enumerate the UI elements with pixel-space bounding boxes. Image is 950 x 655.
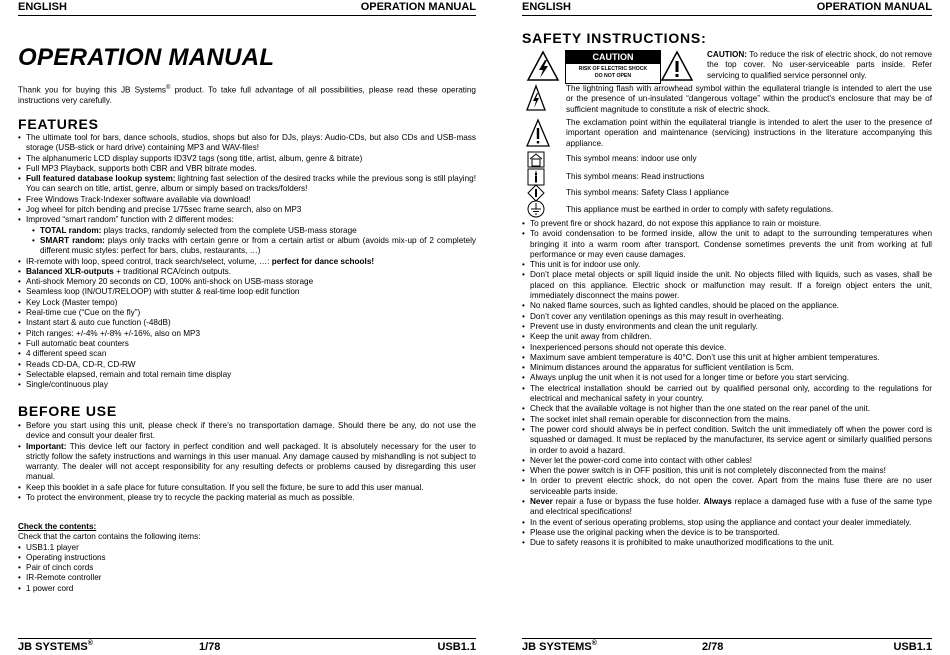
- earth-ground-icon: [526, 200, 546, 218]
- page-footer: [18, 638, 476, 655]
- exclamation-triangle-icon: [526, 118, 550, 148]
- feature-item: • The ultimate tool for bars, dance schools, studios, shops but also for DJs, plays: Audio-CDs, but also CDs and USB-mass storage (USB-stick or hard drive) containing MP3 and WAV-files!: [18, 133, 476, 154]
- safety-rule-item: • The power cord should always be in perfect condition. Switch the unit immediately off when the power cord is squashed or damaged. It must be replaced by the manufacturer, its service agent or similarly qualified persons in order to avoid a hazard.: [522, 425, 932, 456]
- safety-rules-section: [522, 219, 932, 549]
- feature-item: • Instant start & auto cue function (-48dB): [18, 318, 476, 328]
- safety-rule-item: • Prevent use in dusty environments and clean the unit regularly.: [522, 322, 932, 332]
- safety-rule-item: • Never repair a fuse or bypass the fuse holder. Always replace a damaged fuse with a fuse of the same type and electrical specifications!: [522, 497, 932, 518]
- feature-item: • Improved “smart random” function with 2 different modes:: [18, 215, 476, 225]
- before-use-item: • Before you start using this unit, please check if there’s no transportation damage. Should there be any, do not use the device and consult your dealer first.: [18, 421, 476, 442]
- contents-heading: Check the contents:: [18, 522, 97, 531]
- footer-brand: JB SYSTEMS®: [522, 640, 597, 653]
- safety-rule-item: • Please use the original packing when the device is to be transported.: [522, 528, 932, 538]
- safety-rule-item: • Maximum save ambient temperature is 40°C. Don’t use this unit at higher ambient temperatures.: [522, 353, 932, 363]
- page-footer: [522, 638, 932, 655]
- contents-item: • USB1.1 player: [18, 543, 476, 553]
- features-heading: FEATURES: [18, 116, 99, 132]
- feature-item: • Full automatic beat counters: [18, 339, 476, 349]
- exclamation-triangle-icon: [660, 50, 694, 82]
- feature-item: • 4 different speed scan: [18, 349, 476, 359]
- safety-rule-item: • This unit is for indoor use only.: [522, 260, 932, 270]
- safety-rule-item: • In order to prevent electric shock, do not open the cover. Apart from the mains fuse there are no user serviceable parts inside.: [522, 476, 932, 497]
- footer-page-number: 2/78: [702, 641, 724, 653]
- safety-rule-item: • Check that the available voltage is not higher than the one stated on the rear panel of the unit.: [522, 404, 932, 414]
- features-list-continued: [18, 257, 476, 391]
- feature-item: • Reads CD-DA, CD-R, CD-RW: [18, 360, 476, 370]
- header-language: ENGLISH: [522, 1, 571, 13]
- caution-label: [565, 50, 661, 84]
- safety-rule-item: • The socket inlet shall remain operable for disconnection from the mains.: [522, 415, 932, 425]
- caution-text: CAUTION: To reduce the risk of electric shock, do not remove the top cover. No user-serviceable parts inside. Refer servicing to qualified service personnel only.: [707, 50, 932, 80]
- feature-item: • IR-remote with loop, speed control, track search/select, volume, …: perfect for dance schools!: [18, 257, 476, 267]
- safety-rule-item: • Never let the power-cord come into contact with other cables!: [522, 456, 932, 466]
- contents-item: • IR-Remote controller: [18, 573, 476, 583]
- contents-item: • Operating instructions: [18, 553, 476, 563]
- safety-rule-item: • When the power switch is in OFF position, this unit is not completely disconnected from the mains!: [522, 466, 932, 476]
- feature-item: • Full MP3 Playback, supports both CBR and VBR bitrate modes.: [18, 164, 476, 174]
- before-use-item: • Keep this booklet in a safe place for future consultation. If you sell the fixture, be sure to add this user manual.: [18, 483, 476, 493]
- safety-rules-list: [522, 219, 932, 549]
- safety-rule-item: • The electrical installation should be carried out by qualified personal only, according to the regulations for electrical and mechanical safety in your country.: [522, 384, 932, 405]
- contents-list: [18, 543, 476, 594]
- features-section: [18, 133, 476, 390]
- manual-page-2: ENGLISH OPERATION MANUAL SAFETY INSTRUCTIONS: CAUTION RISK OF ELECTRIC SHOCK DO NOT OPEN CAUTION: To reduce the risk of electric shock, do not remove the top cover. No user-serviceable parts inside. Refer servicing to qualified service personnel only. The lightning flash with arrowhead symbol within the equilateral triangle is intended to alert the use or the presence of un-insulated “dangerous voltage” within the product’s enclosure that may be of sufficient magnitude to constitute a risk of electric shock. The exclamation point within the equilateral triangle is intended to alert the user to the presence of important operation and maintenance (servicing) instructions in the literature accompanying this appliance. This symbol means: indoor use only This symbol means: Read instructions This symbol means: Safety Class I appliance This appliance must be earthed in order to comply with safety regulations. • To prevent fire or shock hazard, do not expose this appliance to rain or moisture. • To avoid condensation to be formed inside, allow the unit to adapt to the surrounding temperatures when bringing it into a warm room after transport. Condense sometimes prevents the unit from working at full performance or may even cause damages. • This unit is for indoor use only. • Don’t place metal objects or spill liquid inside the unit. No objects filled with liquids, such as vases, shall be placed on this appliance. Electric shock or malfunction may result. If a foreign object enters the unit, immediately disconnect the mains power. • No naked flame sources, such as lighted candles, should be placed on the appliance. • Don’t cover any ventilation openings as this may result in overheating. • Prevent use in dusty environments and clean the unit regularly. • Keep the unit away from children. • Inexperienced persons should not operate this device. • Maximum save ambient temperature is 40°C. Don’t use this unit at higher ambient temperatures. • Minimum distances around the apparatus for sufficient ventilation is 5cm. • Always unplug the unit when it is not used for a longer time or before you start servicing. • The electrical installation should be carried out by qualified personal only, according to the regulations for electrical and mechanical safety in your country. • Check that the available voltage is not higher than the one stated on the rear panel of the unit. • The socket inlet shall remain operable for disconnection from the mains. • The power cord should always be in perfect condition. Switch the unit immediately off when the power cord is squashed or damaged. It must be replaced by the manufacturer, its service agent or similarly qualified persons in order to avoid a hazard. • Never let the power-cord come into contact with other cables! • When the power switch is in OFF position, this unit is not completely disconnected from the mains! • In order to prevent electric shock, do not open the cover. Apart from the mains fuse there are no user serviceable parts inside. • Never repair a fuse or bypass the fuse holder. Always replace a damaged fuse with a fuse of the same type and electrical specifications! • In the event of serious operating problems, stop using the appliance and contact your dealer immediately. • Please use the original packing when the device is to be transported. • Due to safety reasons it is prohibited to make unauthorized modifications to the unit. JB SYSTEMS® 2/78 USB1.1: [522, 0, 932, 654]
- before-use-list: [18, 421, 476, 503]
- caution-label-line2: DO NOT OPEN: [594, 73, 632, 79]
- safety-rule-item: • Always unplug the unit when it is not used for a longer time or before you start servicing.: [522, 373, 932, 383]
- caution-label-line1: RISK OF ELECTRIC SHOCK: [578, 66, 648, 72]
- safety-rule-item: • To avoid condensation to be formed inside, allow the unit to adapt to the surrounding temperatures when bringing it into a warm room after transport. Condense sometimes prevents the unit from working at full performance or may even cause damages.: [522, 229, 932, 260]
- safety-rule-item: • Keep the unit away from children.: [522, 332, 932, 342]
- before-use-item: • Important: This device left our factory in perfect condition and well packaged. It is absolutely necessary for the user to strictly follow the safety instructions and warnings in this user manual. Any damage caused by mishandling is not subject to warranty. The dealer will not accept responsibility for any resulting defects or problems caused by disregarding this user manual.: [18, 442, 476, 483]
- features-list: [18, 133, 476, 226]
- before-use-heading: BEFORE USE: [18, 403, 118, 419]
- feature-item: • Anti-shock Memory 20 seconds on CD, 100% anti-shock on USB-mass storage: [18, 277, 476, 287]
- random-mode-item: • SMART random: plays only tracks with certain genre or from a certain artist or album (avoids mix-up of 2 completely different music styles: perfect for bars, clubs, restaurants, …): [18, 236, 476, 257]
- feature-item: • Full featured database lookup system: lightning fast selection of the desired tracks while the previous song is still playing! You can search on title, artist, genre, album or simply based on tracks/folders!: [18, 174, 476, 195]
- page-header: [522, 0, 932, 16]
- page-title: OPERATION MANUAL: [18, 44, 275, 71]
- header-language: ENGLISH: [18, 1, 67, 13]
- page-header: [18, 0, 476, 16]
- safety-rule-item: • To prevent fire or shock hazard, do not expose this appliance to rain or moisture.: [522, 219, 932, 229]
- feature-item: • Seamless loop (IN/OUT/RELOOP) with stutter & real-time loop edit function: [18, 287, 476, 297]
- contents-intro: Check that the carton contains the following items:: [18, 532, 201, 542]
- before-use-section: [18, 421, 476, 503]
- contents-item: • 1 power cord: [18, 584, 476, 594]
- intro-paragraph: Thank you for buying this JB Systems® product. To take full advantage of all possibilities, please read these operating instructions very carefully.: [18, 85, 476, 106]
- feature-item: • Selectable elapsed, remain and total remain time display: [18, 370, 476, 380]
- random-modes-list: [18, 226, 476, 257]
- feature-item: • Balanced XLR-outputs + traditional RCA/cinch outputs.: [18, 267, 476, 277]
- footer-model: USB1.1: [437, 641, 476, 653]
- feature-item: • Single/continuous play: [18, 380, 476, 390]
- safety-rule-item: • Don’t place metal objects or spill liquid inside the unit. No objects filled with liquids, such as vases, shall be placed on this appliance. Electric shock or malfunction may result. If a foreign object enters the unit, immediately disconnect the mains power.: [522, 270, 932, 301]
- indoor-house-icon: [526, 150, 546, 168]
- caution-label-title: CAUTION: [566, 51, 660, 64]
- manual-page-1: [18, 0, 476, 654]
- lightning-triangle-icon: [526, 84, 546, 112]
- safety-rule-item: • Minimum distances around the apparatus for sufficient ventilation is 5cm.: [522, 363, 932, 373]
- safety-heading: SAFETY INSTRUCTIONS:: [522, 30, 707, 46]
- safety-rule-item: • Don’t cover any ventilation openings as this may result in overheating.: [522, 312, 932, 322]
- footer-model: USB1.1: [893, 641, 932, 653]
- footer-page-number: 1/78: [199, 641, 221, 653]
- lightning-triangle-icon: [526, 50, 560, 82]
- feature-item: • Free Windows Track-Indexer software available via download!: [18, 195, 476, 205]
- contents-item: • Pair of cinch cords: [18, 563, 476, 573]
- feature-item: • Jog wheel for pitch bending and precise 1/75sec frame search, also on MP3: [18, 205, 476, 215]
- safety-rule-item: • Inexperienced persons should not operate this device.: [522, 343, 932, 353]
- random-mode-item: • TOTAL random: plays tracks, randomly selected from the complete USB-mass storage: [18, 226, 476, 236]
- feature-item: • Pitch ranges: +/-4% +/-8% +/-16%, also on MP3: [18, 329, 476, 339]
- feature-item: • The alphanumeric LCD display supports ID3V2 tags (song title, artist, album, genre & bitrate): [18, 154, 476, 164]
- safety-rule-item: • Due to safety reasons it is prohibited to make unauthorized modifications to the unit.: [522, 538, 932, 548]
- feature-item: • Real-time cue (“Cue on the fly”): [18, 308, 476, 318]
- before-use-item: • To protect the environment, please try to recycle the packing material as much as possible.: [18, 493, 476, 503]
- safety-rule-item: • No naked flame sources, such as lighted candles, should be placed on the appliance.: [522, 301, 932, 311]
- contents-section: [18, 522, 476, 594]
- header-doc-type: OPERATION MANUAL: [816, 1, 932, 13]
- header-doc-type: OPERATION MANUAL: [360, 1, 476, 13]
- safety-rule-item: • In the event of serious operating problems, stop using the appliance and contact your dealer immediately.: [522, 518, 932, 528]
- footer-brand: JB SYSTEMS®: [18, 640, 93, 653]
- feature-item: • Key Lock (Master tempo): [18, 298, 476, 308]
